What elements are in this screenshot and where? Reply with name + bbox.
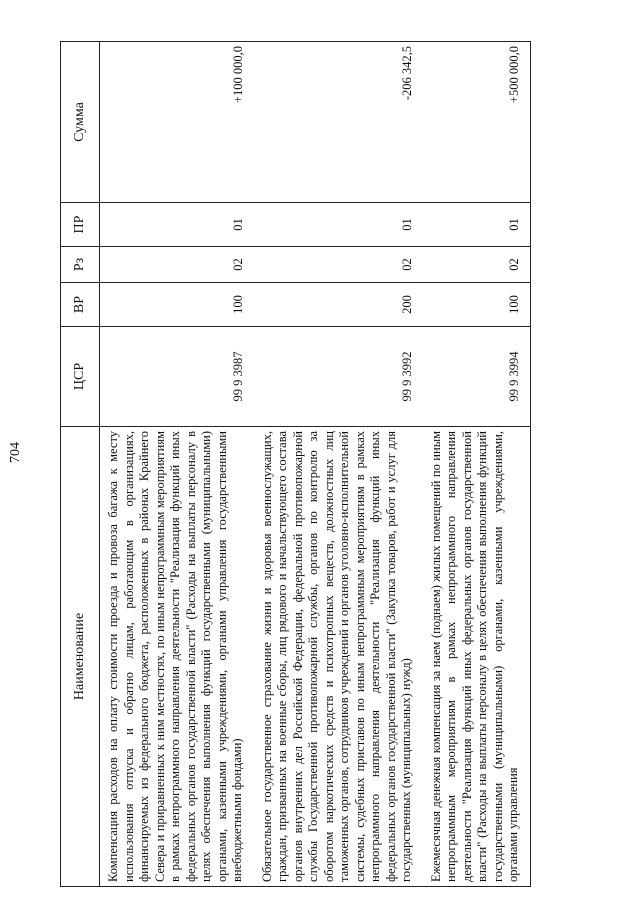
row-name: Компенсация расходов на оплату стоимости проезда и провоза багажа к месту использования отпуска и обратно лицам, работающим в организациях, финансируемых из федерального бюджета, расположенных в районах Крайнего Севера и приравненных к ним местностях, по иным непрограммным мероприятиям в рамках непрограммного направления деятельности "Реализация функций иных федеральных органов государственной власти" (Расходы на выплаты персоналу в целях обеспечения выполнения функций государственными (муниципальными) органами, казенными учреждениями, органами управления государственными внебюджетными фондами): [100, 427, 254, 887]
row-csr: 99 9 3987: [100, 327, 254, 427]
row-pr: 01: [254, 203, 423, 247]
header-rz: Рз: [61, 247, 100, 283]
header-name: Наименование: [61, 427, 100, 887]
header-csr: ЦСР: [61, 327, 100, 427]
row-rz: 02: [100, 247, 254, 283]
row-pr: 01: [100, 203, 254, 247]
header-vr: ВР: [61, 283, 100, 327]
row-rz: 02: [254, 247, 423, 283]
table-row: [100, 42, 254, 887]
page-number: 704: [8, 442, 23, 463]
budget-table: [60, 41, 531, 887]
row-rz: 02: [423, 247, 531, 283]
row-vr: 100: [100, 283, 254, 327]
row-csr: 99 9 3994: [423, 327, 531, 427]
table-row: [254, 42, 423, 887]
header-sum: Сумма: [61, 42, 100, 203]
table-header-row: [61, 42, 100, 887]
row-sum: +500 000,0: [423, 42, 531, 203]
row-name: Обязательное государственное страхование жизни и здоровья военнослужащих, граждан, призванных на военные сборы, лиц рядового и начальствующего состава органов внутренних дел Российской Федерации, федеральной противопожарной службы Государственной противопожарной службы, органов по контролю за оборотом наркотических средств и психотропных веществ, должностных лиц таможенных органов, сотрудников учреждений и органов уголовно-исполнительной системы, судебных приставов по иным непрограммным мероприятиям в рамках непрограммного направления деятельности "Реализация функций иных федеральных органов государственной власти" (Закупка товаров, работ и услуг для государственных (муниципальных) нужд): [254, 427, 423, 887]
row-sum: +100 000,0: [100, 42, 254, 203]
table-row: [423, 42, 531, 887]
row-name: Ежемесячная денежная компенсация за наем (поднаем) жилых помещений по иным непрограммным мероприятиям в рамках непрограммного направления деятельности "Реализация функций иных федеральных органов государственной власти" (Расходы на выплаты персоналу в целях обеспечения выполнения функций государственными (муниципальными) органами, казенными учреждениями, органами управления: [423, 427, 531, 887]
row-csr: 99 9 3992: [254, 327, 423, 427]
header-pr: ПР: [61, 203, 100, 247]
row-sum: -206 342,5: [254, 42, 423, 203]
row-vr: 200: [254, 283, 423, 327]
row-vr: 100: [423, 283, 531, 327]
row-pr: 01: [423, 203, 531, 247]
